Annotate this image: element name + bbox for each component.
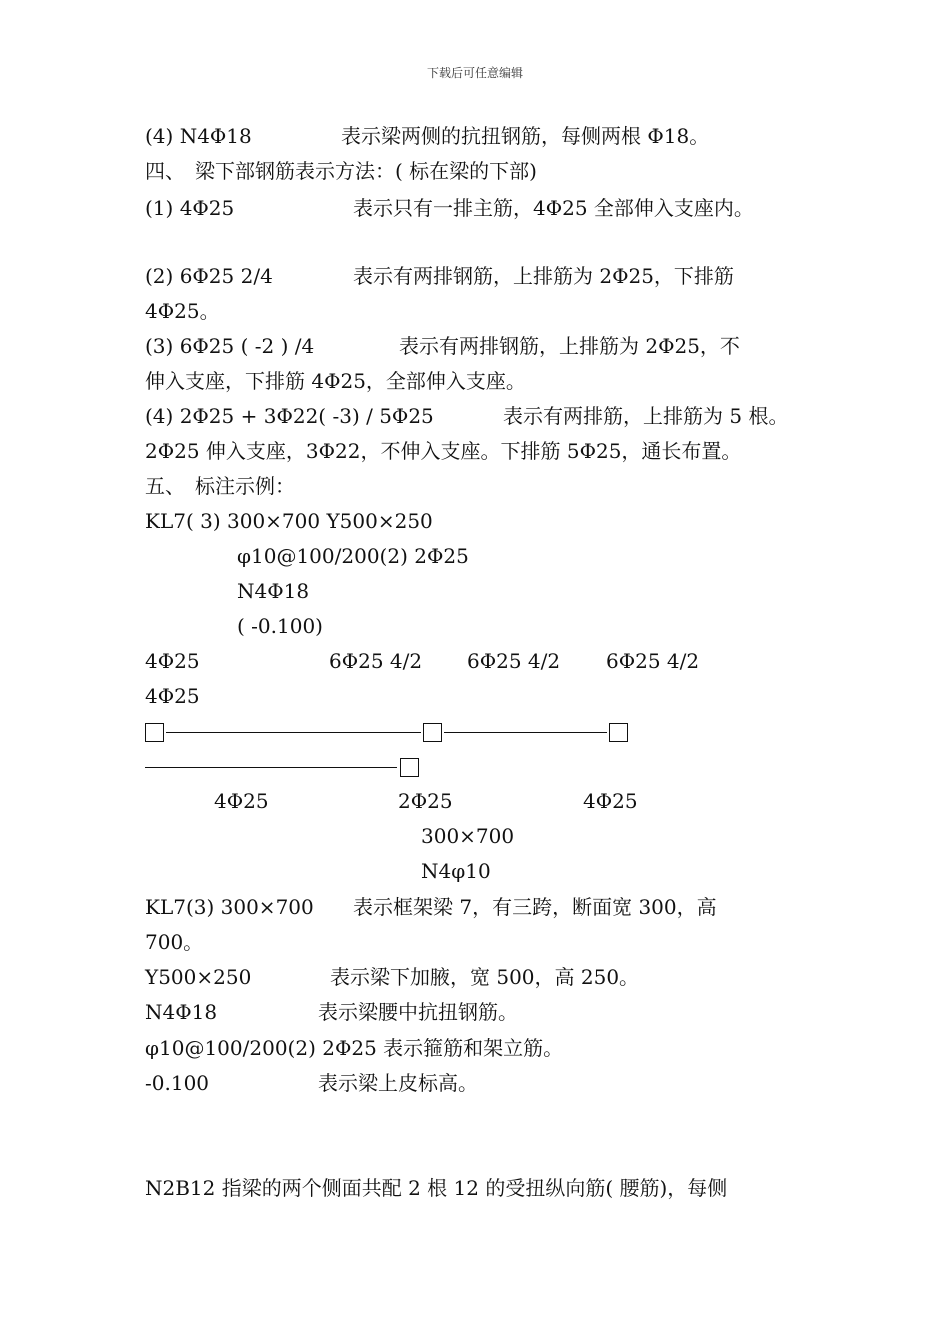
example-beam-label: KL7( 3) 300×700 Y500×250	[145, 509, 433, 533]
lower-3-code: (3) 6Φ25 ( -2 ) /4	[145, 334, 315, 358]
beam-span-line	[166, 732, 421, 733]
support-box	[423, 723, 442, 742]
support-box	[609, 723, 628, 742]
lower-4-desc: 表示有两排筋，上排筋为 5 根。	[503, 404, 789, 428]
explain-3-desc: 表示梁腰中抗扭钢筋。	[318, 1000, 518, 1024]
lower-2-desc: 表示有两排钢筋，上排筋为 2Φ25，下排筋	[353, 264, 734, 288]
lower-1-code: (1) 4Φ25	[145, 196, 235, 220]
lower-3-desc: 表示有两排钢筋，上排筋为 2Φ25，不	[399, 334, 740, 358]
explain-4-line: φ10@100/200(2) 2Φ25 表示箍筋和架立筋。	[145, 1036, 564, 1060]
explain-5-code: -0.100	[145, 1071, 210, 1095]
example-top-left: 4Φ25	[145, 649, 200, 673]
item-4-code: (4) N4Φ18	[145, 124, 252, 148]
explain-2-desc: 表示梁下加腋，宽 500，高 250。	[330, 965, 640, 989]
support-box	[400, 758, 419, 777]
page-header: 下载后可任意编辑	[426, 66, 523, 80]
section-5-heading: 五、 标注示例：	[145, 474, 295, 498]
item-4-desc: 表示梁两侧的抗扭钢筋，每侧两根 Φ18。	[341, 124, 710, 148]
note-web-bars: N2B12 指梁的两个侧面共配 2 根 12 的受扭纵向筋( 腰筋)，每侧	[145, 1176, 728, 1200]
explain-2-code: Y500×250	[145, 965, 252, 989]
explain-1-desc: 表示框架梁 7，有三跨，断面宽 300，高	[353, 895, 717, 919]
beam-span-line	[444, 732, 607, 733]
example-bottom-span1: 4Φ25	[214, 789, 269, 813]
example-elevation-label: ( -0.100)	[237, 614, 323, 638]
explain-1-desc-cont: 700。	[145, 930, 204, 954]
example-bottom-span2: 2Φ25	[398, 789, 453, 813]
lower-2-desc-cont: 4Φ25。	[145, 299, 220, 323]
lower-3-desc-cont: 伸入支座，下排筋 4Φ25，全部伸入支座。	[145, 369, 526, 393]
section-4-heading: 四、 梁下部钢筋表示方法：( 标在梁的下部)	[145, 159, 537, 183]
explain-5-desc: 表示梁上皮标高。	[318, 1071, 478, 1095]
example-torsion-label: N4Φ18	[237, 579, 310, 603]
lower-2-code: (2) 6Φ25 2/4	[145, 264, 273, 288]
explain-1-code: KL7(3) 300×700	[145, 895, 314, 919]
example-section-size: 300×700	[421, 824, 515, 848]
lower-4-code: (4) 2Φ25 + 3Φ22( -3) / 5Φ25	[145, 404, 434, 428]
example-top-span3: 6Φ25 4/2	[606, 649, 700, 673]
example-top-span2: 6Φ25 4/2	[467, 649, 561, 673]
example-top-span1: 6Φ25 4/2	[329, 649, 423, 673]
example-stirrup-label: φ10@100/200(2) 2Φ25	[237, 544, 469, 568]
example-top-right: 4Φ25	[145, 684, 200, 708]
beam-span-line	[145, 767, 397, 768]
example-bottom-span3: 4Φ25	[583, 789, 638, 813]
lower-1-desc: 表示只有一排主筋，4Φ25 全部伸入支座内。	[353, 196, 754, 220]
support-box	[145, 723, 164, 742]
lower-4-desc-cont: 2Φ25 伸入支座，3Φ22，不伸入支座。下排筋 5Φ25，通长布置。	[145, 439, 742, 463]
example-web-bars: N4φ10	[421, 859, 491, 883]
explain-3-code: N4Φ18	[145, 1000, 218, 1024]
